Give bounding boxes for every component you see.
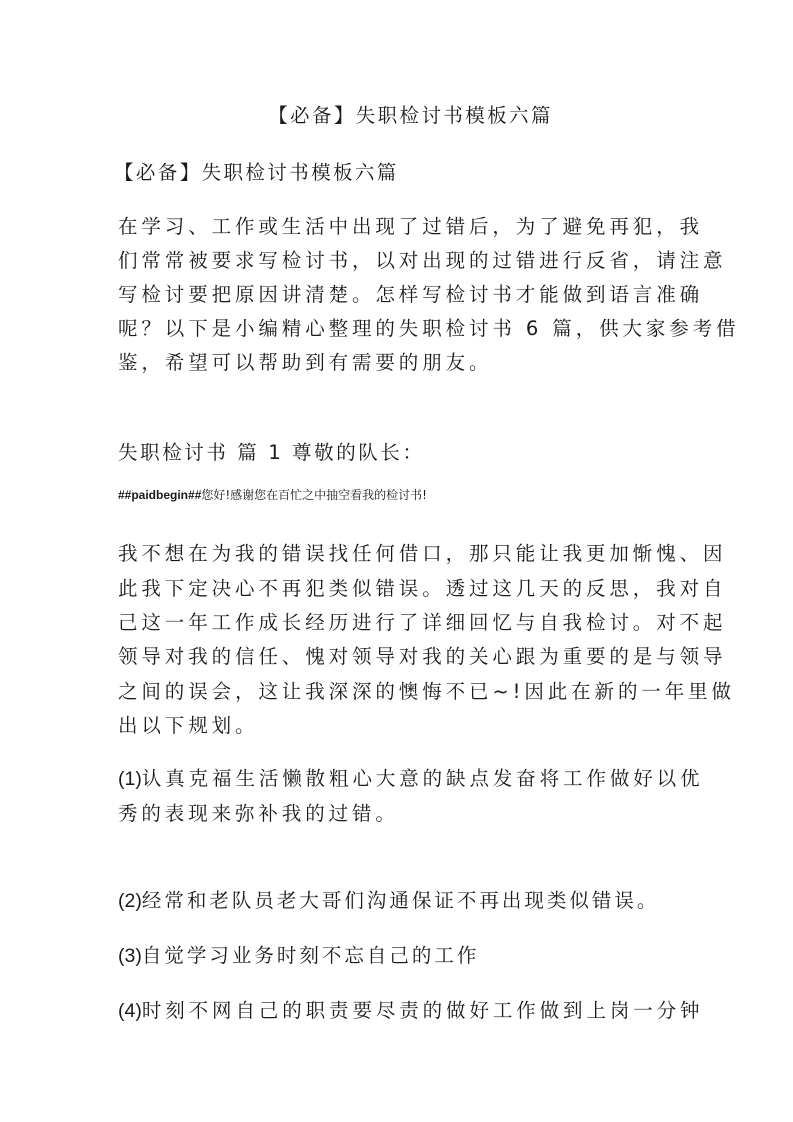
plan-item-text: 自觉学习业务时刻不忘自己的工作 xyxy=(141,944,480,967)
plan-item-number: (1) xyxy=(118,768,142,790)
plan-item-4 xyxy=(118,998,704,1024)
body-line: 己这一年工作成长经历进行了详细回忆与自我检讨。对不起 xyxy=(118,611,727,634)
plan-item-3 xyxy=(118,943,678,969)
plan-item-text: 认真克福生活懒散粗心大意的缺点发奋将工作做好以优 xyxy=(141,767,704,790)
body-line: 此我下定决心不再犯类似错误。透过这几天的反思，我对自 xyxy=(118,577,727,600)
paid-marker: ##paidbegin## xyxy=(118,488,202,502)
document-title: 【必备】失职检讨书模板六篇 xyxy=(268,104,553,127)
body-line: 领导对我的信任、愧对领导对我的关心跟为重要的是与领导 xyxy=(118,645,727,668)
intro-line: 呢？以下是小编精心整理的失职检讨书 6 篇，供大家参考借 xyxy=(118,317,740,340)
plan-item-number: (4) xyxy=(118,1000,142,1022)
plan-item-number: (3) xyxy=(118,945,142,967)
greeting-line xyxy=(118,487,678,503)
intro-line: 鉴，希望可以帮助到有需要的朋友。 xyxy=(118,351,493,374)
plan-item-1 xyxy=(118,766,704,792)
section-heading: 失职检讨书 篇 1 尊敬的队长： xyxy=(118,441,425,464)
document-subtitle: 【必备】失职检讨书模板六篇 xyxy=(114,161,399,184)
greeting-text: 您好!感谢您在百忙之中抽空看我的检讨书! xyxy=(201,488,427,502)
plan-item-text: 经常和老队员老大哥们沟通保证不再出现类似错误。 xyxy=(141,889,660,912)
body-line: 我不想在为我的错误找任何借口，那只能让我更加惭愧、因 xyxy=(118,542,727,565)
plan-item-text: 时刻不网自己的职责要尽责的做好工作做到上岗一分钟 xyxy=(141,999,704,1022)
body-line: 出以下规划。 xyxy=(118,714,259,737)
intro-line: 在学习、工作或生活中出现了过错后，为了避免再犯，我 xyxy=(118,215,704,238)
plan-item-1-continued: 秀的表现来弥补我的过错。 xyxy=(118,802,399,825)
intro-line: 们常常被要求写检讨书，以对出现的过错进行反省，请注意 xyxy=(118,249,727,272)
plan-item-number: (2) xyxy=(118,890,142,912)
plan-item-2 xyxy=(118,888,678,914)
body-line: 之间的误会，这让我深深的懊悔不已~!因此在新的一年里做 xyxy=(118,680,735,703)
intro-line: 写检讨要把原因讲清楚。怎样写检讨书才能做到语言准确 xyxy=(118,283,704,306)
